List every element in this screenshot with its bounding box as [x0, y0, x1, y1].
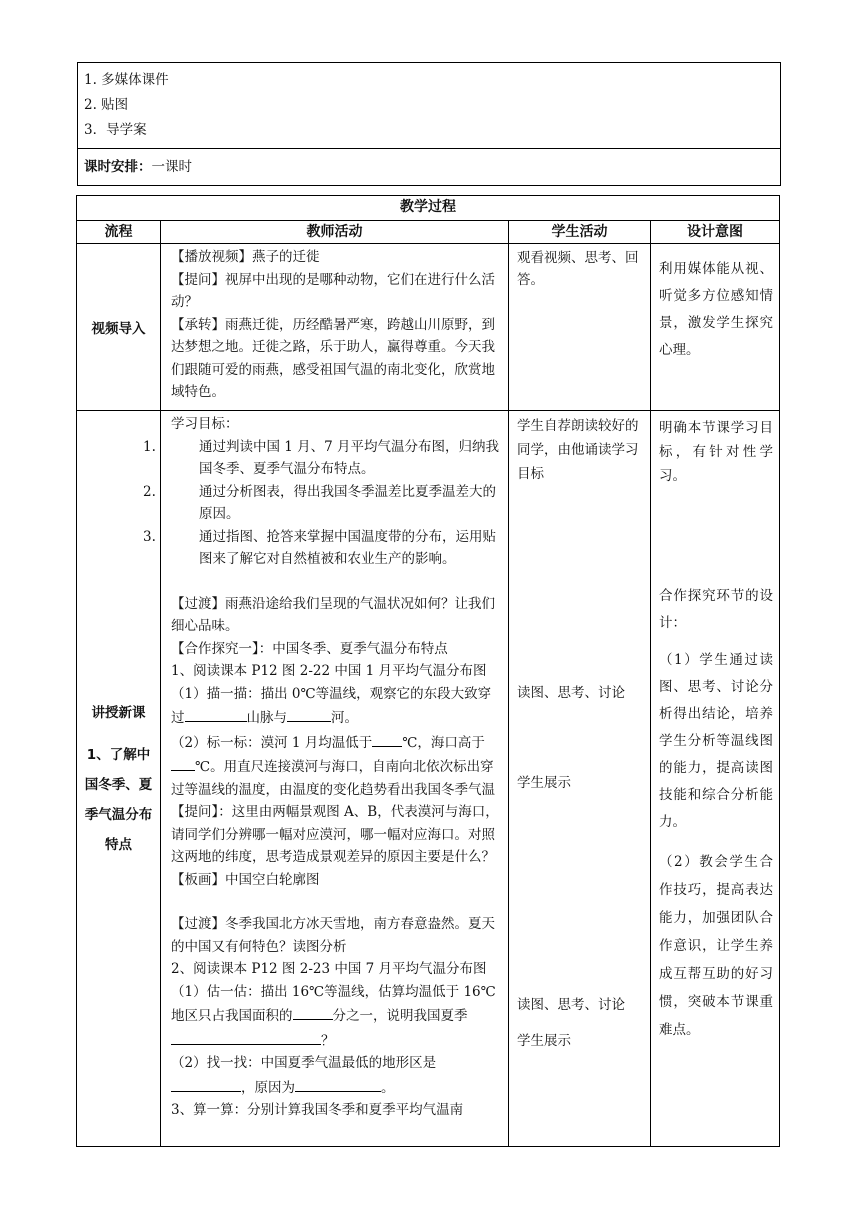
process-cell: 视频导入 — [77, 244, 161, 411]
text: 。 — [381, 1079, 395, 1096]
goal-number: 2. — [143, 483, 156, 500]
text: 中国空白轮廓图 — [225, 871, 320, 888]
list-item: 1. 多媒体课件 — [84, 72, 169, 88]
fill-blank — [372, 730, 402, 747]
table-title: 教学过程 — [77, 196, 780, 221]
list-item: 3．导学案 — [84, 122, 147, 138]
goal-number: 1. — [143, 438, 156, 455]
goals-title: 学习目标： — [171, 416, 239, 432]
header-teacher: 教师活动 — [161, 221, 509, 244]
goal-text: 通过判读中国 1 月、7 月平均气温分布图，归纳我国冬季、夏季气温分布特点。 — [199, 438, 500, 477]
text: （2）找一找：中国夏季气温最低的地形区是 — [171, 1055, 437, 1071]
text: （1）估一估：描出 16℃等温线，估算均温低于 16℃地区只占我国面积的 — [171, 983, 496, 1024]
goal-text: 通过分析图表，得出我国冬季温差比夏季温差大的原因。 — [199, 483, 496, 522]
table-row — [77, 411, 780, 1147]
text: 2、阅读课本 P12 图 2-23 中国 7 月平均气温分布图 — [171, 961, 487, 977]
fill-blank — [171, 1075, 241, 1092]
materials-list — [78, 63, 780, 149]
text: 分之一，说明我国夏季 — [332, 1008, 468, 1024]
teaching-process-table — [76, 195, 780, 1147]
goal-number: 3. — [143, 528, 156, 545]
text: ：这里由两幅景观图 A、B，代表漠河与海口，请同学们分辨哪一幅对应漠河，哪一幅对应海口。对照这两地的纬度，思考造成景观差异的原因主要是什么？ — [171, 804, 499, 865]
table-row — [77, 244, 780, 411]
tag: 【提问】 — [171, 271, 225, 288]
text: 1、阅读课本 P12 图 2-22 中国 1 月平均气温分布图 — [171, 663, 487, 679]
text: 山脉与 — [246, 710, 287, 726]
text: ？ — [321, 1032, 335, 1049]
intent-note: （1）学生通过读图、思考、讨论分析得出结论，培养学生分析等温线图的能力，提高读图技能和综合分析能力。 — [659, 652, 773, 830]
header-process: 流程 — [77, 221, 161, 244]
text: 雨燕迁徙，历经酷暑严寒，跨越山川原野，到达梦想之地。迁徙之路，乐于助人，赢得尊重。今天我们跟随可爱的雨燕，感受祖国气温的南北变化，欣赏地域特色。 — [171, 316, 495, 400]
student-activity-cell: 观看视频、思考、回答。 — [509, 244, 651, 411]
schedule-line — [78, 149, 780, 185]
fill-blank — [287, 705, 331, 722]
text: ℃，海口高于 — [402, 734, 485, 751]
process-subtitle: 1、了解中国冬季、夏季气温分布特点 — [84, 746, 153, 853]
text: （2）标一标：漠河 1 月均温低于 — [171, 734, 373, 751]
text: 视屏中出现的是哪种动物，它们在进行什么活动？ — [171, 271, 495, 310]
student-note: 学生展示 — [517, 775, 571, 791]
student-note: 读图、思考、讨论 — [517, 997, 625, 1013]
tag: 【合作探究一】 — [171, 640, 259, 657]
list-item: 2. 贴图 — [84, 97, 129, 113]
process-cell — [77, 411, 161, 1147]
goal-text: 通过指图、抢答来掌握中国温度带的分布，运用贴图来了解它对自然植被和农业生产的影响。 — [199, 528, 496, 567]
text: 雨燕沿途给我们呈现的气温状况如何？让我们细心品味。 — [171, 595, 495, 634]
tag: 【播放视频】 — [171, 249, 252, 265]
teacher-activity-cell — [161, 244, 509, 411]
fill-blank — [293, 1003, 333, 1020]
process-title: 讲授新课 — [91, 704, 146, 721]
tag: 【承转】 — [171, 316, 225, 333]
materials-box — [77, 62, 781, 186]
text: ：中国冬季、夏季气温分布特点 — [258, 640, 448, 657]
student-note: 读图、思考、讨论 — [517, 685, 625, 701]
tag: 【提问】 — [171, 804, 219, 820]
header-student: 学生活动 — [509, 221, 651, 244]
tag: 【过渡】 — [171, 595, 225, 612]
fill-blank — [171, 754, 195, 771]
tag: 【过渡】 — [171, 916, 225, 932]
design-intent-cell — [651, 411, 780, 1147]
text: 燕子的迁徙 — [252, 249, 320, 265]
text: ，原因为 — [241, 1079, 295, 1096]
schedule-label: 课时安排： — [84, 159, 152, 175]
student-activity-cell — [509, 411, 651, 1147]
text: 3、算一算：分别计算我国冬季和夏季平均气温南 — [171, 1102, 464, 1118]
teacher-activity-cell — [143, 411, 509, 1147]
design-intent-cell: 利用媒体能从视、听觉多方位感知情景，激发学生探究心理。 — [651, 244, 780, 411]
fill-blank — [171, 1028, 321, 1045]
student-note: 学生展示 — [517, 1033, 571, 1049]
tag: 【板画】 — [171, 871, 225, 888]
schedule-value: 一课时 — [151, 159, 192, 175]
intent-note: （2）教会学生合作技巧，提高表达能力，加强团队合作意识，让学生养成互帮互助的好习惯，突破本节课重难点。 — [659, 854, 773, 1038]
text: （1）描一描：描出 0℃等温线，观察它的东段大致穿过 — [171, 685, 492, 726]
intent-note: 合作探究环节的设计： — [659, 588, 773, 631]
fill-blank — [295, 1075, 381, 1092]
header-intent: 设计意图 — [651, 221, 780, 244]
intent-note: 明确本节课学习目标，有针对性学习。 — [659, 420, 773, 484]
text: 冬季我国北方冰天雪地，南方春意盎然。夏天的中国又有何特色？读图分析 — [171, 916, 495, 955]
text: 河。 — [331, 710, 358, 726]
student-note: 学生自荐朗读较好的同学，由他诵读学习目标 — [517, 418, 639, 482]
fill-blank — [185, 705, 247, 722]
text: ℃。用直尺连接漠河与海口，自南向北依次标出穿过等温线的温度，由温度的变化趋势看出我国冬季气温 — [171, 759, 495, 798]
